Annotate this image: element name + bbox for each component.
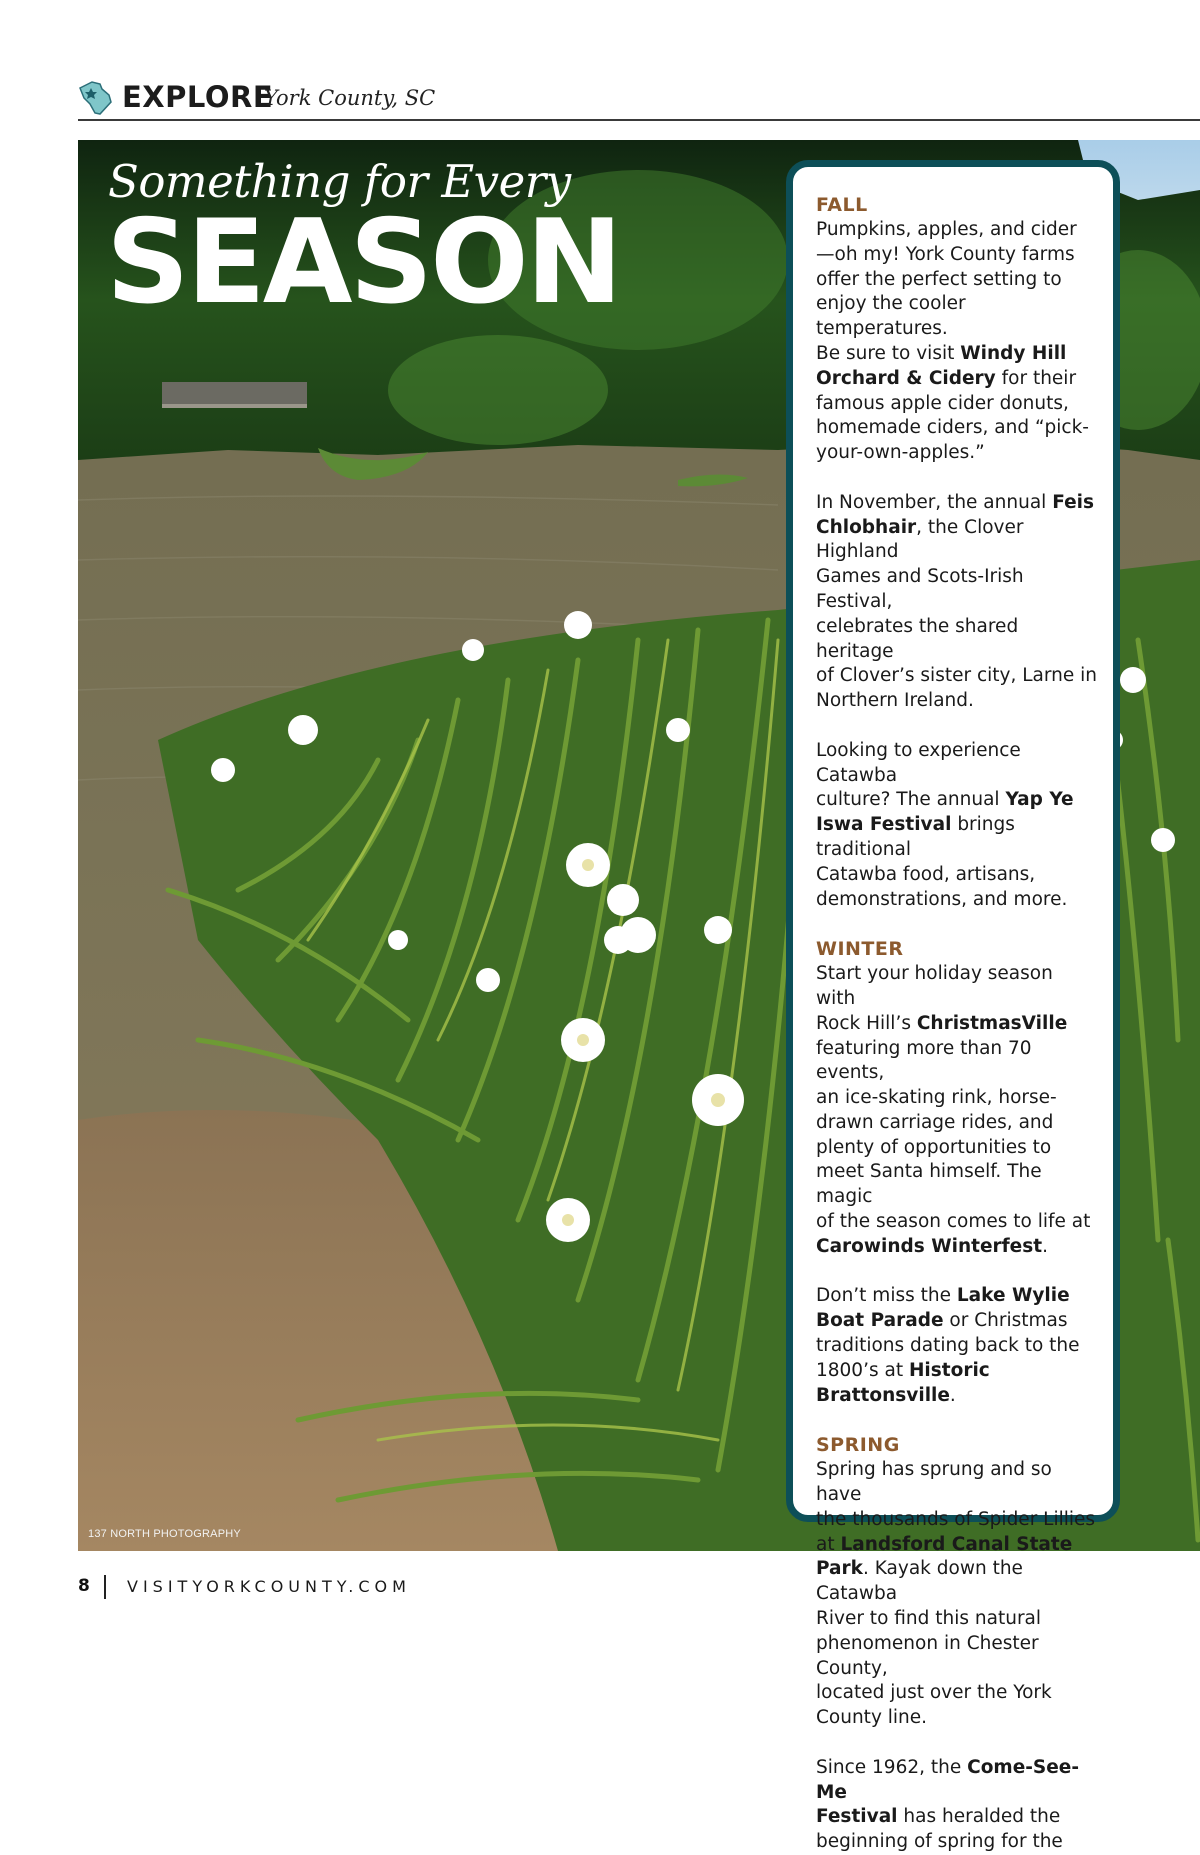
page-header bbox=[78, 78, 1200, 120]
winter-paragraph-1: Start your holiday season with Rock Hill’s ChristmasVille featuring more than 70 events, an ice-skating rink, horse- drawn carriage rides, and plenty of opportunities to meet Santa himself. The magic of the season comes to life at Carowinds Winterfest. bbox=[816, 963, 1091, 1257]
winter-heading: WINTER bbox=[816, 938, 904, 961]
come-see-me-festival: Come-See-Me Festival bbox=[816, 1756, 1080, 1828]
fall-paragraph-1: Pumpkins, apples, and cider —oh my! York County farms offer the perfect setting to enjoy the cooler temperatures. Be sure to visit Windy Hill Orchard & Cidery for their famous apple cider donuts, homemade ciders, and “pick- your-own-apples.” bbox=[816, 219, 1089, 464]
historic-brattonsville: Historic Brattonsville bbox=[816, 1359, 990, 1406]
carowinds-winterfest: Carowinds Winterfest bbox=[816, 1235, 1043, 1257]
spring-paragraph-2: Since 1962, the Come-See-Me Festival has heralded the beginning of spring for the bbox=[816, 1756, 1080, 1853]
website-link[interactable]: VISITYORKCOUNTY.COM bbox=[127, 1577, 411, 1596]
spring-heading: SPRING bbox=[816, 1434, 900, 1457]
fall-heading: FALL bbox=[816, 194, 868, 216]
spring-paragraph-1: Spring has sprung and so have the thousands of Spider Lillies at Landsford Canal State Park. Kayak down the Catawba River to find this natural phenomenon in Chester County, located just over the York County line. bbox=[816, 1459, 1096, 1729]
landsford-canal-state-park: Landsford Canal State Park bbox=[816, 1533, 1073, 1580]
location-label: York County, SC bbox=[264, 86, 436, 110]
fall-paragraph-2: In November, the annual Feis Chlobhair, the Clover Highland Games and Scots-Irish Festival, celebrates the shared heritage of Clover’s sister city, Larne in Northern Ireland. bbox=[816, 491, 1098, 712]
windy-hill-orchard: Windy Hill Orchard & Cidery bbox=[816, 342, 1067, 389]
feis-chlobhair: Feis Chlobhair bbox=[816, 491, 1094, 538]
yap-ye-iswa-festival: Yap Ye Iswa Festival bbox=[816, 789, 1074, 836]
photo-credit: 137 NORTH PHOTOGRAPHY bbox=[88, 1528, 241, 1540]
seasons-card bbox=[786, 160, 1120, 1853]
title-season: SEASON bbox=[106, 195, 620, 330]
title-tagline: Something for Every bbox=[108, 155, 571, 208]
fall-paragraph-3: Looking to experience Catawba culture? The annual Yap Ye Iswa Festival brings traditional Catawba food, artisans, demonstrations, and more. bbox=[816, 739, 1074, 910]
winter-paragraph-2: Don’t miss the Lake Wylie Boat Parade or Christmas traditions dating back to the 1800’s at Historic Brattonsville. bbox=[816, 1285, 1080, 1406]
page-number: 8 bbox=[78, 1576, 90, 1596]
christmasville: ChristmasVille bbox=[916, 1012, 1068, 1034]
section-label: EXPLORE bbox=[122, 80, 274, 114]
header-rule bbox=[78, 119, 1200, 121]
lake-wylie-boat-parade: Lake Wylie Boat Parade bbox=[816, 1285, 1070, 1332]
footer-divider bbox=[104, 1575, 106, 1599]
south-carolina-state-icon bbox=[78, 80, 112, 116]
